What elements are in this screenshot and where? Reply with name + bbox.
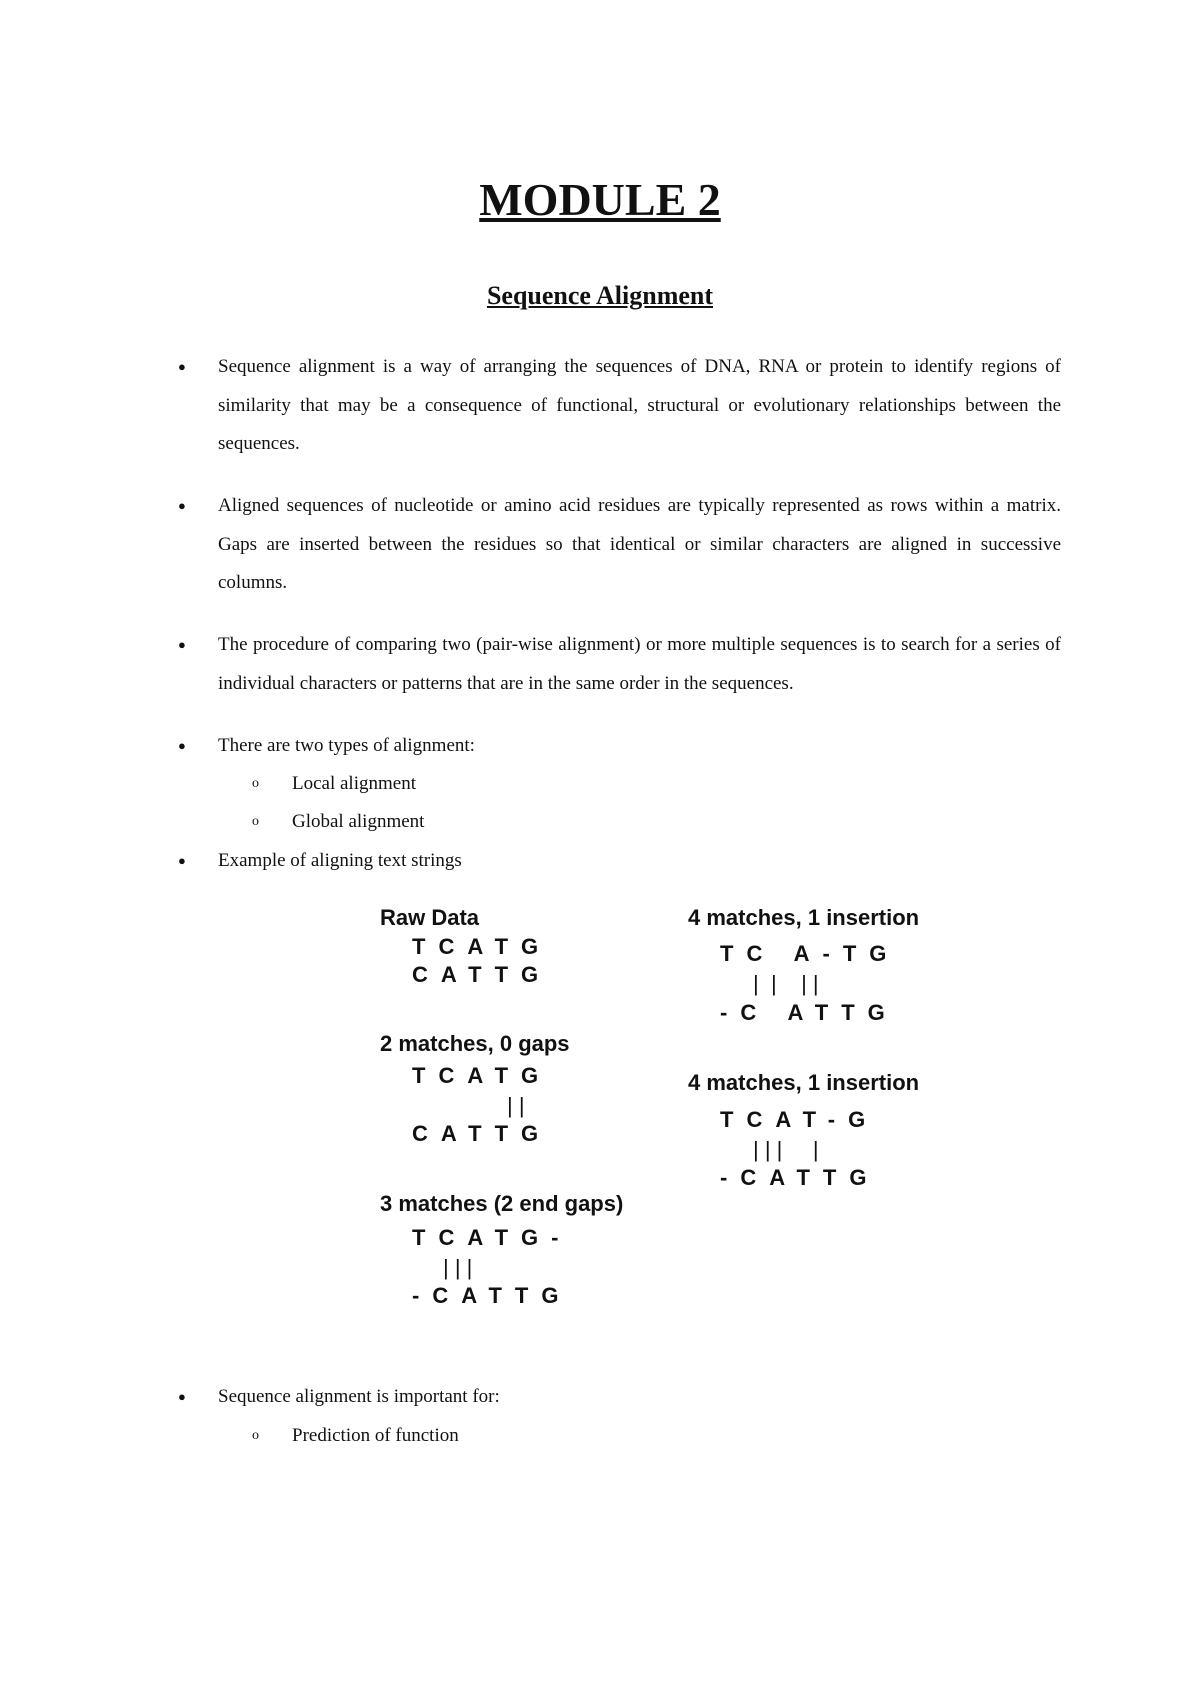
bullet-importance [178,1378,1061,1417]
circle-bullet-icon: o [252,814,259,829]
bullet-types [178,727,1061,766]
bullet-icon: ● [178,1389,186,1404]
bullet-icon: ● [178,359,186,374]
sub-item-prediction [252,1417,459,1455]
sub-item-global [252,803,424,841]
insertion-a-seq-2: -C ATTG [720,1000,898,1025]
no-gaps-seq-2: CATTG [412,1121,552,1146]
sub-item-text: Local alignment [292,773,416,794]
bullet-text: Sequence alignment is important for: [218,1386,500,1407]
bullet-matrix [178,487,1061,603]
sub-item-local [252,765,416,803]
no-gaps-match-marks: | | [507,1093,525,1118]
bullet-definition [178,348,1061,464]
end-gaps-seq-1: TCATG- [412,1225,572,1250]
raw-data-title: Raw Data [380,905,480,930]
bullet-text: Aligned sequences of nucleotide or amino acid residues are typically represented as rows within a matrix. Gaps are inserted between the residues so that identical or similar characters are aligned in successive columns. [218,495,1061,593]
bullet-icon: ● [178,498,186,513]
insertion-b-match-marks: | | | | [753,1137,819,1162]
insertion-a-seq-1: TC A-TG [720,941,900,966]
bullet-icon: ● [178,738,186,753]
bullet-text: There are two types of alignment: [218,735,475,756]
insertion-a-title: 4 matches, 1 insertion [688,905,920,930]
circle-bullet-icon: o [252,776,259,791]
sub-item-text: Global alignment [292,811,425,832]
insertion-b-seq-1: TCAT-G [720,1107,879,1132]
insertion-b-seq-2: -CATTG [720,1165,880,1190]
end-gaps-seq-2: -CATTG [412,1283,572,1308]
end-gaps-match-marks: | | | [443,1255,473,1280]
bullet-procedure [178,626,1061,703]
module-title: MODULE 2 [479,174,721,225]
raw-seq-1: TCATG [412,934,552,959]
bullet-text: Sequence alignment is a way of arranging the sequences of DNA, RNA or protein to identify regions of similarity that may be a consequence of functional, structural or evolutionary relationships between the sequences. [218,356,1061,454]
section-heading: Sequence Alignment [486,281,714,310]
bullet-icon: ● [178,637,186,652]
sub-item-text: Prediction of function [292,1425,459,1446]
end-gaps-title: 3 matches (2 end gaps) [380,1191,624,1216]
no-gaps-title: 2 matches, 0 gaps [380,1031,570,1056]
insertion-a-match-marks: | | | | [753,971,819,996]
insertion-b-title: 4 matches, 1 insertion [688,1070,920,1095]
bullet-example [178,842,1061,881]
circle-bullet-icon: o [252,1428,259,1443]
bullet-text: Example of aligning text strings [218,850,462,871]
raw-seq-2: CATTG [412,962,552,987]
bullet-text: The procedure of comparing two (pair-wise alignment) or more multiple sequences is to search for a series of individual characters or patterns that are in the same order in the sequences. [218,634,1061,694]
no-gaps-seq-1: TCATG [412,1063,552,1088]
bullet-icon: ● [178,853,186,868]
